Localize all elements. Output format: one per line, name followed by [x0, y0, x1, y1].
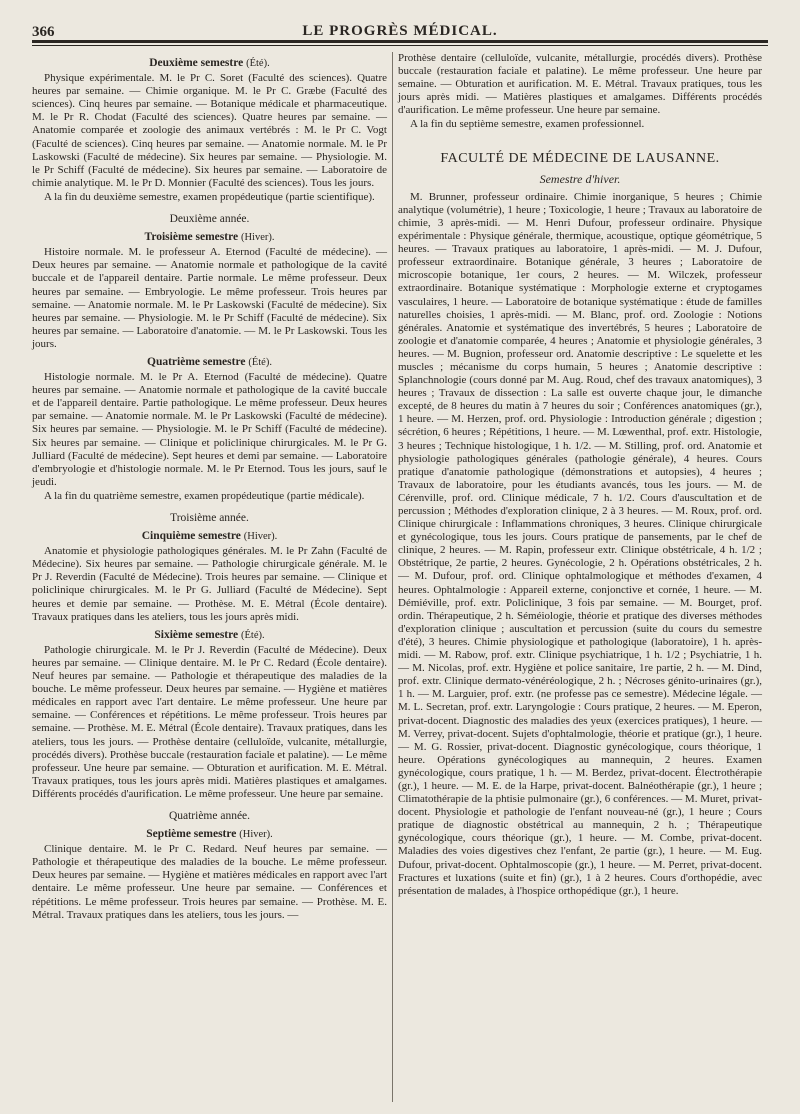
semester-season: (Été).: [246, 58, 270, 69]
column-separator: [392, 52, 393, 1102]
semester-heading: [32, 530, 387, 543]
header-rule-thin: [32, 45, 768, 46]
course-paragraph: A la fin du quatrième semestre, examen propédeutique (partie médicale).: [44, 489, 365, 502]
page-number: 366: [32, 24, 55, 40]
semester-heading: [32, 629, 387, 642]
course-paragraph: Anatomie et physiologie pathologiques générales. M. le Pr Zahn (Faculté de Médecine). Six heures par semaine. — Pathologie chirurgicale générale. M. le Pr J. Reverdin (Faculté de Médecine). Trois heures par semaine. — Clinique et policlinique chirurgicales. M. le Pr G. Julliard (Faculté de Médecine). Sept heures et demie par semaine. — Prothèse. M. E. Métral (École dentaire). Travaux pratiques dans les ateliers, tous les jours après midi.: [32, 545, 387, 623]
course-paragraph: Histoire normale. M. le professeur A. Eternod (Faculté de médecine). — Deux heures par semaine. — Anatomie normale et pathologique de la cavité buccale et de l'appareil dentaire. Partie normale. Le même professeur. Deux heures par semaine. — Embryologie. Le même professeur. Trois heures par semaine. — Anatomie normale. M. le Pr Laskowski (Faculté de médecine). Six heures par semaine. — Physiologie. M. le Pr Schiff (Faculté de médecine). Six heures par semaine. — Laboratoire d'anatomie. — M. le Pr Laskowski. Tous les jours.: [32, 246, 387, 350]
faculty-heading: FACULTÉ DE MÉDECINE DE LAUSANNE.: [440, 150, 720, 166]
course-paragraph: A la fin du deuxième semestre, examen propédeutique (partie scientifique).: [44, 190, 375, 203]
semester-season: (Été).: [241, 629, 265, 641]
course-paragraph: A la fin du septième semestre, examen professionnel.: [410, 118, 645, 131]
page-header: [32, 18, 768, 40]
semester-subheading: Semestre d'hiver.: [539, 171, 621, 186]
semester-label: Sixième semestre: [154, 628, 242, 641]
semester-season: (Été).: [248, 356, 272, 368]
left-column: [32, 52, 387, 923]
course-paragraph: M. Brunner, professeur ordinaire. Chimie inorganique, 5 heures ; Chimie analytique (volumétrie), 1 heure ; Toxicologie, 1 heure ; Travaux au laboratoire de chimie, 3 après-midi. — M. Henri Dufour, professeur ordinaire. Physique expérimentale : Physique générale, thermique, acoustique, optique géométrique, 5 heures. — Travaux pratiques au laboratoire, 1 après-midi. — M. J. Dufour, professeur extraordinaire. Botanique générale, 3 heures ; Laboratoire de microscopie botanique, 1er cours, 2 heures. — M. Wilczek, professeur extraordinaire. Botanique systématique : Morphologie externe et cryptogames vasculaires, 1 heure. — Laboratoire de botanique systématique : étude de familles naturelles choisies, 1 après-midi. — M. Blanc, prof. ord. Zoologie : Notions générales. Anatomie et systématique des invertébrés, 5 heures ; Laboratoire de zoologie et d'anatomie comparée, 4 heures ; Anatomie et physiologie générales, 3 heures. — M. Bugnion, professeur ord. Anatomie descriptive : Le squelette et les muscles ; mécanisme du corps humain, 5 heures ; Anatomie descriptive : Splanchnologie (cours donné par M. Aug. Roud, chef des travaux anatomiques), 3 heures ; Travaux de dissection : La salle est ouverte chaque jour, le dimanche excepté, de 8 heures du matin à 7 heures du soir ; Conférences anatomiques (gr.), 1 heure. — M. Herzen, prof. ord. Physiologie : Introduction générale ; digestion ; sécrétion, 6 heures ; Répétitions, 1 heure. — M. Lœwenthal, prof. extr. Histologie, 3 heures ; Technique histologique, 1 h. 1/2. — M. Stilling, prof. ord. Anatomie et physiologie pathologiques générales (pathologie générale), 4 heures. Cours pratique d'anatomie pathologique (démonstrations et autopsies), 4 heures ; Travaux de laboratoire, pour les étudiants avancés, tous les jours. — M. de Cérenville, prof. ord. Clinique médicale, 7 h. 1/2. Cours d'auscultation et de percussion ; Méthodes d'exploration clinique, 2 à 3 heures. — M. Roux, prof. ord. Clinique chirurgicale : Inflammations chroniques, 3 heures. Clinique chirurgicale et gynécologique, tous les jours. Cours pratique de pansements, par le chef de clinique, 2 heures. — M. Rapin, professeur extr. Clinique obstétricale, 4 h. 1/2 ; Obstétrique, 2e partie, 2 heures. Gynécologie, 2 h. Opérations obstétricales, 2 h. — M. Dufour, prof. ord. Clinique ophtalmologique et méthodes d'examen, 4 heures. Ophtalmologie : Appareil externe, conjonctive et cornée, 1 heure. — M. Démiéville, prof. extr. Policlinique, 3 fois par semaine. — M. Bourget, prof. ordin. Thérapeutique, 2 h. Séméiologie, théorie et pratique des diverses méthodes d'exploration clinique ; auscultation et percussion (suite du cours du semestre d'été), 3 heures. Chimie physiologique et pathologique (laboratoire), 1 h. après-midi. — M. Rabow, prof. extr. Clinique psychiatrique, 1 h. 1/2 ; Psychiatrie, 1 h. — M. Nicolas, prof. extr. Hygiène et police sanitaire, 1re partie, 2 h. — M. Dind, prof. extr. Clinique dermato-vénéréologique, 2 h. ; Nécroses génito-urinaires (gr.), 1 h. — M. Larguier, prof. extr. (ne professe pas ce semestre). Médecine légale. — M. L. Secretan, prof. extr. Laryngologie : Cours pratique, 2 heures. — M. Eperon, privat-docent. Diagnostic des maladies des yeux (exercices pratiques), 1 heure. — M. Verrey, privat-docent. Sujets d'ophtalmologie, théorie et pratique (gr.), 1 heure. — M. G. Rossier, privat-docent. Diagnostic gynécologique, cours théorique, 1 heure. Opérations gynécologiques au mannequin, 2 heures. Examen gynécologique, cours pratique, 1 h. — M. Berdez, privat-docent. Électrothérapie (gr.), 1 heure. — M. E. de la Harpe, privat-docent. Balnéothérapie (gr.), 1 heure ; Climatothérapie de la phtisie pulmonaire (gr.), 6 conférences. — M. Muret, privat-docent. Physiologie et pathologie de l'enfant nouveau-né (gr.), 1 heure ; Cours pratique de diagnostic obstétrical au mannequin, 2 h. ; Thérapeutique gynécologique, cours théorique (gr.), 1 heure. — M. Combe, privat-docent. Maladies des voies digestives chez l'enfant, 2e partie (gr.), 1 heure. — M. Eug. Dufour, privat-docent. Ophtalmoscopie (gr.), 1 heure. — M. Perret, privat-docent. Fractures et luxations (suite et fin) (gr.), 1 à 2 heures. Cours d'orthopédie, avec présentation de malades, à l'hospice orthopédique (gr.), 1 heure.: [398, 190, 762, 897]
semester-season: (Hiver).: [243, 531, 278, 543]
course-paragraph: Clinique dentaire. M. le Pr C. Redard. Neuf heures par semaine. — Pathologie et thérapeutique des maladies de la bouche. Le même professeur. Deux heures par semaine. — Hygiène et matières médicales en rapport avec l'art dentaire. Le même professeur. Une heure par semaine. — Conférences et répétitions. Le même professeur. Trois heures par semaine. — Prothèse. M. E. Métral. Travaux pratiques dans les ateliers, tous les jours. —: [32, 843, 387, 921]
semester-heading: [32, 356, 387, 369]
course-paragraph: Histologie normale. M. le Pr A. Eternod (Faculté de médecine). Quatre heures par semaine. — Anatomie normale et pathologique de la cavité buccale et de l'appareil dentaire. Partie pathologique. Le même professeur. Deux heures par semaine. — Anatomie normale. M. le Pr Laskowski (Faculté de médecine). Six heures par semaine. — Physiologie. M. le Pr Schiff (Faculté de médecine). Six heures par semaine. — Clinique et policlinique chirurgicales. M. le Pr G. Julliard (Faculté de médecine). Sept heures et demi par semaine. — Laboratoire d'embryologie et d'histologie normale. M. le Pr Eternod. Tous les jours, sauf le jeudi.: [32, 371, 387, 488]
semester-label: Deuxième semestre: [149, 57, 247, 69]
semester-label: Quatrième semestre: [147, 355, 249, 368]
semester-heading: [32, 57, 387, 70]
course-paragraph: Physique expérimentale. M. le Pr C. Soret (Faculté des sciences). Quatre heures par semaine. — Chimie organique. M. le Pr C. Græbe (Faculté des sciences). Cinq heures par semaine. — Botanique médicale et pharmaceutique. M. le Pr R. Chodat (Faculté des sciences). Quatre heures par semaine. — Anatomie comparée et zoologie des animaux vertébrés : M. le Pr C. Vogt (Faculté de sciences). Cinq heures par semaine. — Anatomie normale. M. le Pr Laskowski (Faculté de médecine). Six heures par semaine. — Physiologie. M. le Pr Schiff (Faculté de médecine). Six heures par semaine. — Laboratoire de chimie analytique. M. le Pr D. Monnier (Faculté des sciences). Tous les jours.: [32, 72, 387, 189]
semester-label: Septième semestre: [146, 828, 240, 841]
course-paragraph: Prothèse dentaire (celluloïde, vulcanite, métallurgie, procédés divers). Prothèse buccale (restauration faciale et palatine). Le même professeur. Une heure par semaine. — Obturation et aurification. M. E. Métral. Travaux pratiques, tous les jours après midi. — Matières plastiques et amalgames. Différents procédés d'aurification. Le même professeur. Une heure par semaine.: [398, 52, 762, 117]
year-heading: Deuxième année.: [169, 213, 250, 226]
semester-label: Cinquième semestre: [141, 530, 244, 543]
semester-season: (Hiver).: [239, 829, 273, 841]
right-column: [398, 52, 762, 899]
year-heading: Troisième année.: [170, 512, 249, 524]
semester-label: Troisième semestre: [144, 231, 241, 244]
semester-heading: [32, 828, 387, 841]
header-rule-thick: [32, 40, 768, 43]
year-heading: Quatrième année.: [168, 809, 251, 822]
journal-title: LE PROGRÈS MÉDICAL.: [302, 23, 498, 39]
semester-heading: [32, 231, 387, 244]
course-paragraph: Pathologie chirurgicale. M. le Pr J. Reverdin (Faculté de Médecine). Deux heures par semaine. — Clinique dentaire. M. le Pr C. Redard (École dentaire). Neuf heures par semaine. — Pathologie et thérapeutique des maladies de la bouche. Le même professeur. Deux heures par semaine. — Hygiène et matières médicales en rapport avec l'art dentaire. Le même professeur. Une heure par semaine. — Conférences et répétitions. Le même professeur. Trois heures par semaine. — Prothèse. M. E. Métral (École dentaire). Travaux pratiques, dans les ateliers, tous les jours. — Prothèse dentaire (celluloïde, vulcanite, métallurgie, procédés divers). Prothèse buccale (restauration faciale et palatine). — Le même professeur. Une heure par semaine. — Obturation et aurification. M. E. Métral. Travaux pratiques, tous les jours après midi. Matières plastiques et amalgames. Différents procédés d'aurification. Le même professeur. Une heure par semaine.: [32, 643, 387, 800]
semester-season: (Hiver).: [240, 232, 275, 244]
